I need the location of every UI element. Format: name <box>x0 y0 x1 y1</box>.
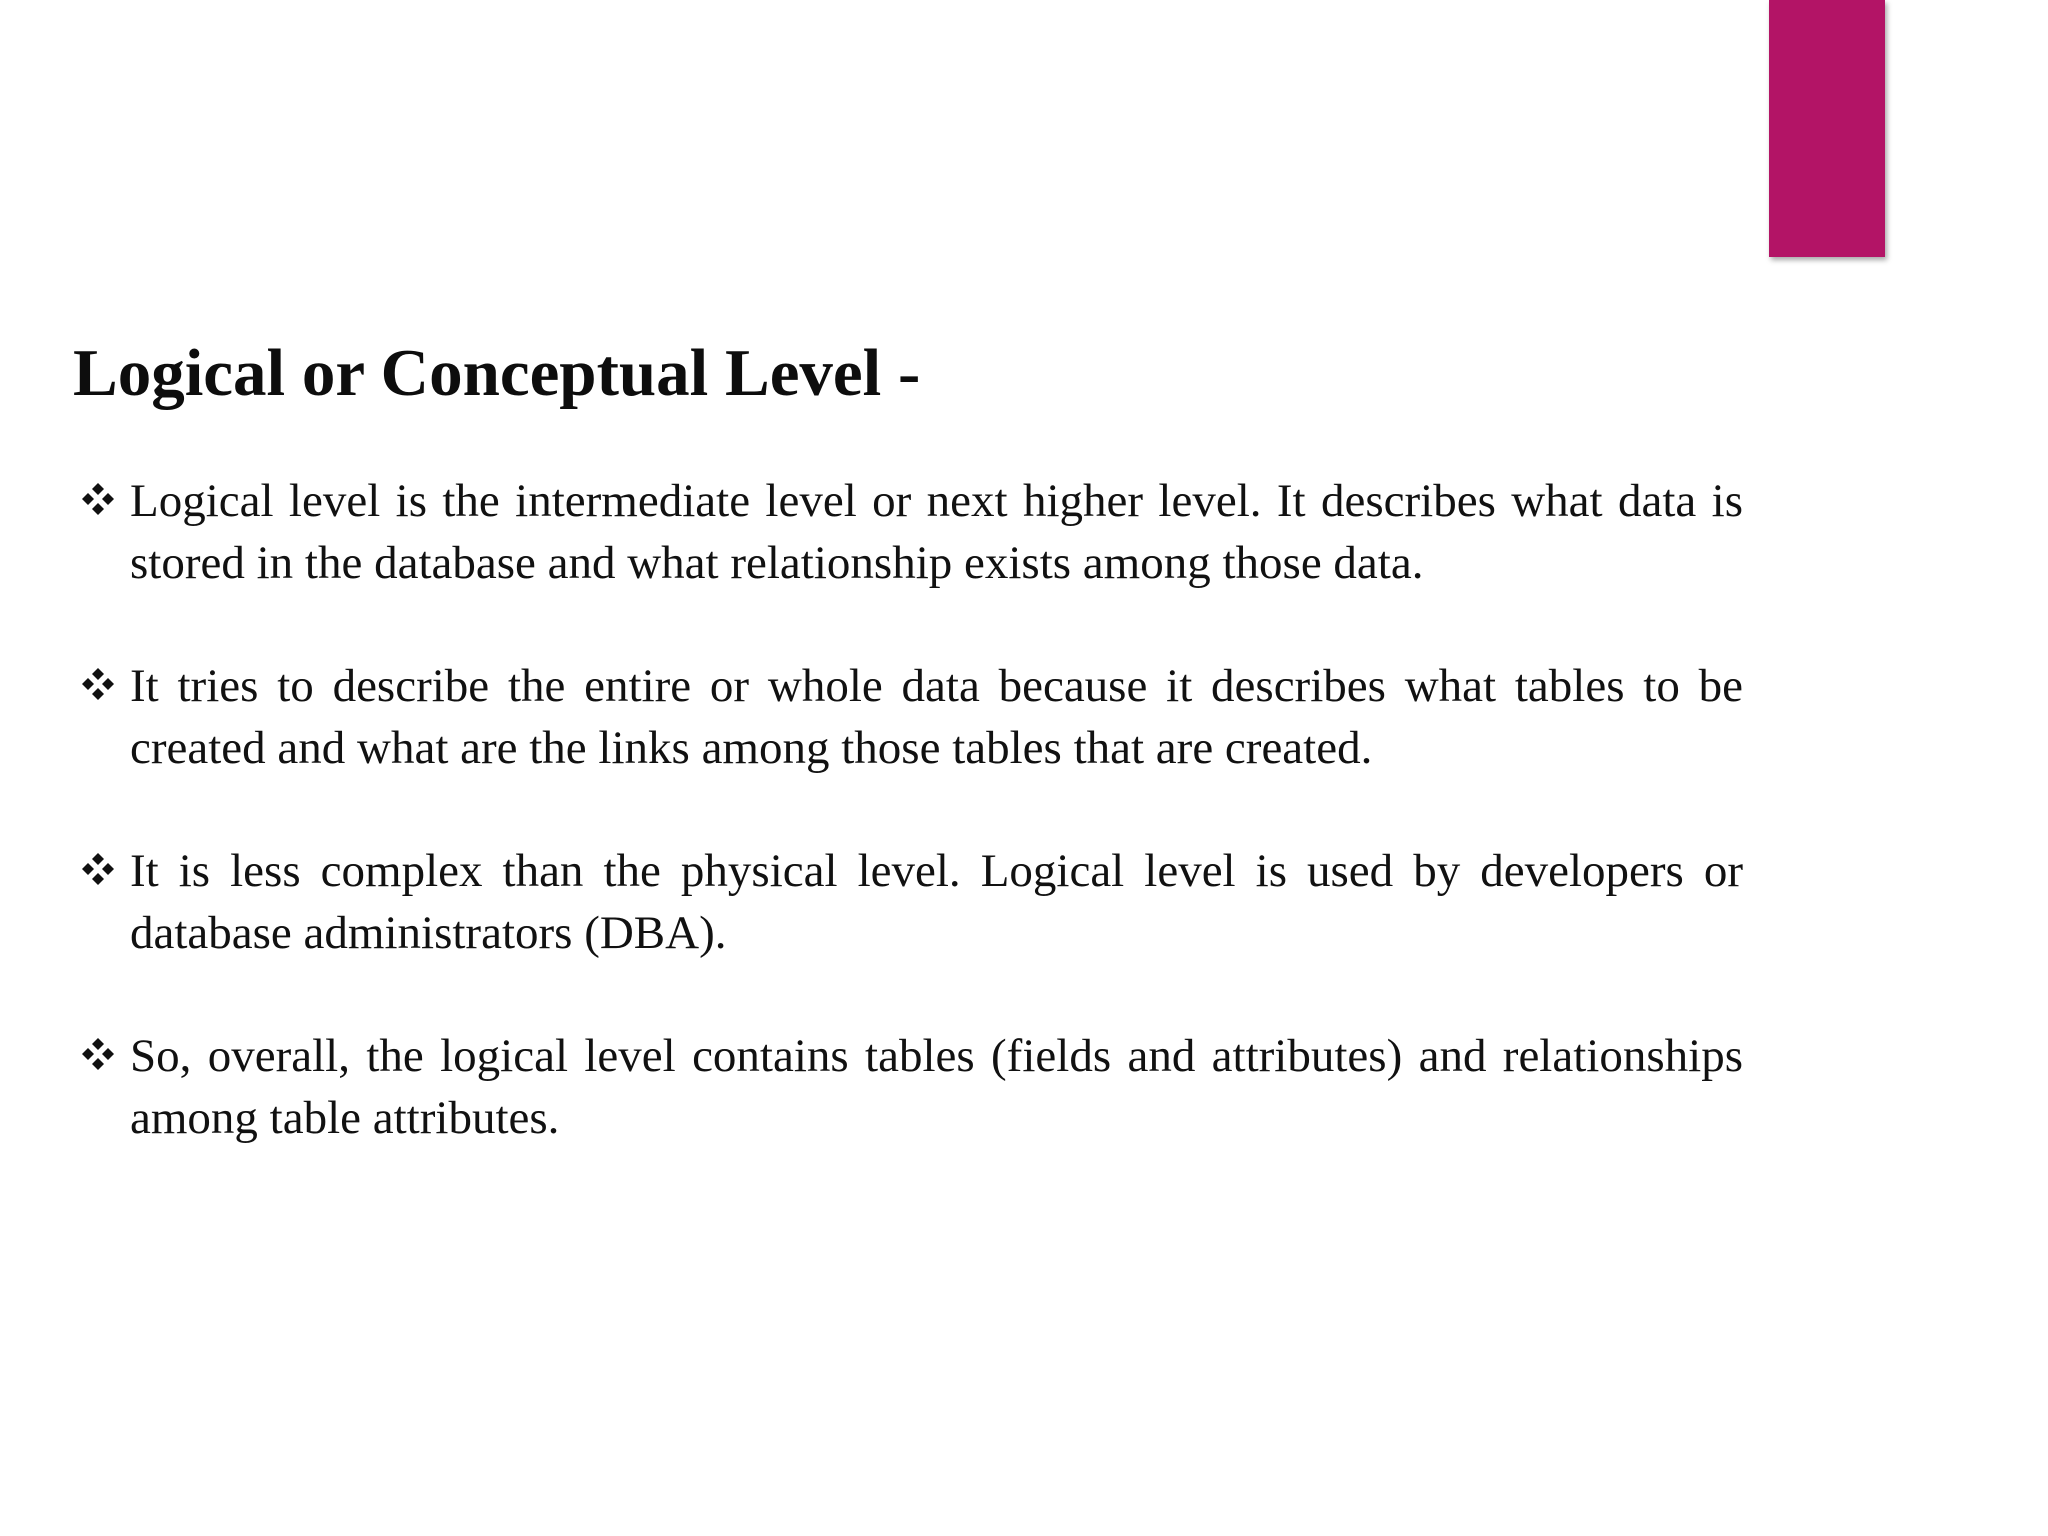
slide-title: Logical or Conceptual Level - <box>73 336 921 410</box>
four-diamond-bullet-icon <box>81 852 115 886</box>
four-diamond-bullet-icon <box>81 667 115 701</box>
bullet-text: It is less complex than the physical level. Logical level is used by developers or database administrators (DBA). <box>130 845 1743 959</box>
bullet-item <box>73 840 1743 964</box>
bullet-list <box>73 470 1743 1210</box>
four-diamond-bullet-icon <box>81 482 115 516</box>
bullet-item <box>73 470 1743 594</box>
bullet-text: It tries to describe the entire or whole data because it describes what tables to be created and what are the links among those tables that are created. <box>130 660 1743 774</box>
accent-bar <box>1769 0 1885 257</box>
bullet-text: So, overall, the logical level contains tables (fields and attributes) and relationships among table attributes. <box>130 1030 1743 1144</box>
bullet-item <box>73 655 1743 779</box>
four-diamond-bullet-icon <box>81 1037 115 1071</box>
bullet-item <box>73 1025 1743 1149</box>
bullet-text: Logical level is the intermediate level or next higher level. It describes what data is stored in the database and what relationship exists among those data. <box>130 475 1743 589</box>
